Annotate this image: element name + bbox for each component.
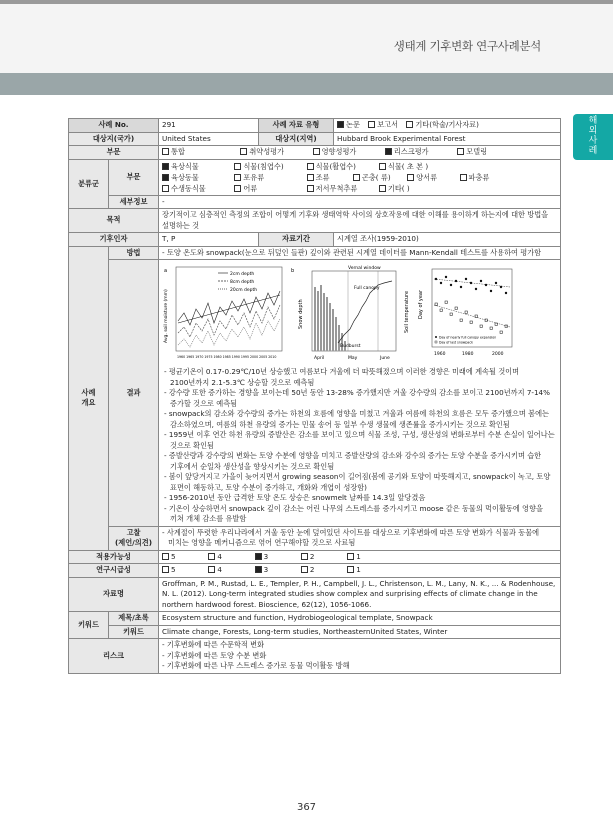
checkbox-checked-icon <box>385 148 392 155</box>
title-abstract-label: 제목/초록 <box>109 612 159 626</box>
part-label: 부문 <box>69 146 159 160</box>
summary-label <box>69 246 109 550</box>
checkbox-icon <box>406 121 413 128</box>
climate-value: T, P <box>159 233 259 247</box>
type-option-label: 보고서 <box>377 120 399 129</box>
rating-option[interactable] <box>255 552 293 563</box>
side-tab-char-1: 해 <box>588 116 598 127</box>
rating-label: 3 <box>263 551 269 561</box>
checkbox-icon <box>347 566 354 573</box>
checkbox-icon <box>457 148 464 155</box>
series-2cm <box>178 291 280 325</box>
checkbox-icon <box>379 163 386 170</box>
taxon-option-label: 식물(침엽수) <box>243 161 284 171</box>
rating-option[interactable] <box>347 552 361 563</box>
result-item: - 기온이 상승하면서 snowpack 깊이 감소는 어린 나무의 스트레스를 증가시키고 moose 같은 동물의 먹이활동에 영향을 끼쳐 개체 감소를 유발함 <box>164 503 543 523</box>
result-list <box>162 367 557 525</box>
part-option[interactable] <box>162 147 232 158</box>
case-no-value: 291 <box>159 119 259 133</box>
urgency-options <box>159 564 561 578</box>
rating-option[interactable] <box>208 565 246 576</box>
taxon-label: 분류군 <box>69 159 109 209</box>
rating-label: 5 <box>171 565 176 574</box>
checkbox-icon <box>368 121 375 128</box>
taxon-option[interactable] <box>162 183 226 194</box>
rating-option[interactable] <box>255 565 293 576</box>
checkbox-icon <box>353 174 360 181</box>
type-option[interactable] <box>337 120 360 131</box>
keyword-label: 키워드 <box>109 625 159 639</box>
checkbox-icon <box>307 185 314 192</box>
checkbox-icon <box>301 566 308 573</box>
checkbox-icon <box>208 553 215 560</box>
snowpack-points <box>435 301 507 333</box>
rating-label: 2 <box>309 551 315 561</box>
header-bar <box>0 73 613 95</box>
method-text: - 토양 온도와 snowpack(눈으로 뒤덮인 들판) 깊이와 관련된 시계열 데이터를 Mann-Kendall 테스트를 사용하여 평가함 <box>159 246 561 260</box>
panel-b-tag: b <box>291 268 295 274</box>
result-item: - snowpack의 감소와 강수량의 증가는 하천의 흐름에 영향을 미쳤고 겨울과 여름에 하천의 흐름은 모두 증가했으며 봄에는 감소하였으며, 여름의 하천 유량의 증가는 민물 송어 등 일부 수생 생물에 생존률을 증가시키는 것으로 확인됨 <box>164 409 549 429</box>
series-20cm <box>178 319 280 347</box>
legend-2cm: 2cm depth <box>230 272 255 277</box>
full-canopy-label: Full canopy <box>354 286 380 291</box>
taxon-option-label: 곤충( 류) <box>361 172 391 182</box>
section-side-tab[interactable] <box>573 114 613 160</box>
checkbox-icon <box>162 566 169 573</box>
canopy-trend <box>434 279 510 287</box>
rating-label: 1 <box>356 565 361 574</box>
page-number: 367 <box>296 802 317 813</box>
part-option[interactable] <box>313 147 377 158</box>
keyword-group-label: 키워드 <box>69 612 109 639</box>
rating-label: 2 <box>309 565 315 574</box>
taxon-option[interactable] <box>234 161 298 172</box>
detail-label: 세부정보 <box>109 195 159 209</box>
checkbox-icon <box>347 553 354 560</box>
panel-a-xticks: 1960 1965 1970 1975 1980 1985 1990 1995 2000 2005 2010 <box>177 355 277 359</box>
figure-group <box>162 261 557 367</box>
legend-20cm: 20cm depth <box>230 288 258 293</box>
method-label: 방법 <box>109 246 159 260</box>
soil-temperature-axis-label: Soil temperature <box>404 290 411 333</box>
site-label: 대상지(지역) <box>259 132 334 146</box>
checkbox-icon <box>307 174 314 181</box>
period-value: 시계열 조사(1959-2010) <box>334 233 561 247</box>
keyword-value: Climate change, Forests, Long-term studies, NortheasternUnited States, Winter <box>159 625 561 639</box>
legend-snowpack-marker <box>435 341 437 343</box>
type-option-label: 논문 <box>346 120 360 129</box>
checkbox-icon <box>407 174 414 181</box>
part-option-label: 취약성평가 <box>249 147 285 156</box>
rating-option[interactable] <box>301 552 339 563</box>
case-type-options <box>334 119 561 133</box>
purpose-value: 장기적이고 심층적인 측정의 조합이 어떻게 기후와 생태역학 사이의 상호작용에 대한 이해를 용이하게 하는지에 대한 방법을 설명하는 것 <box>159 209 561 233</box>
taxon-option-label: 육상식물 <box>171 161 199 171</box>
case-table <box>68 118 561 674</box>
type-option[interactable] <box>406 120 479 131</box>
risk-item: - 기후변화에 따른 나무 스트레스 증가로 동물 먹이활동 방해 <box>162 661 350 670</box>
taxon-option-label: 육상동물 <box>171 172 199 182</box>
checkbox-icon <box>460 174 467 181</box>
case-no-label: 사례 No. <box>69 119 159 133</box>
legend-canopy-marker <box>435 336 437 338</box>
snowpack-trend <box>434 305 510 327</box>
urgency-label: 연구시급성 <box>69 564 159 578</box>
page-header-title: 생태계 기후변화 연구사례분석 <box>393 39 541 53</box>
part-option[interactable] <box>240 147 304 158</box>
checkbox-icon <box>301 553 308 560</box>
rating-label: 4 <box>217 551 222 561</box>
checkbox-icon <box>162 553 169 560</box>
result-cell <box>159 260 561 527</box>
taxon-options <box>159 159 561 195</box>
taxon-option-label: 기타( ) <box>387 183 410 193</box>
taxon-option-label: 조류 <box>315 172 330 182</box>
taxon-option-label: 어류 <box>243 183 258 193</box>
taxon-option[interactable] <box>379 183 410 194</box>
detail-value: - <box>159 195 561 209</box>
result-item: - 봄이 앞당겨지고 가을이 늦어지면서 growing season이 길어짐(봄에 공기와 토양이 따뜻해지고, snowpack이 녹고, 토양 표면이 해동하고, 토양 수분이 증가하고, 개화와 개엽이 성장함) <box>164 472 551 492</box>
checkbox-icon <box>379 185 386 192</box>
risk-label: 리스크 <box>69 639 159 674</box>
rating-label: 1 <box>356 551 361 561</box>
applicability-label: 적용가능성 <box>69 550 159 564</box>
rating-label: 5 <box>171 551 176 561</box>
result-item: - 1959년 이후 연간 하천 유량의 증발산은 감소를 보이고 있으며 식물 조성, 구성, 생산성의 변화로부터 수분 손실이 일어나는 것으로 확인됨 <box>164 430 555 450</box>
type-option[interactable] <box>368 120 398 131</box>
xtick-june: June <box>380 356 390 361</box>
panel-a-legend <box>218 271 257 293</box>
canopy-points <box>435 276 507 294</box>
summary-label-1: 사례 <box>81 387 96 397</box>
reference-label: 자료명 <box>69 577 159 612</box>
discussion-label-1: 고찰 <box>126 527 141 537</box>
taxon-line-1 <box>162 161 557 172</box>
taxon-option[interactable] <box>162 161 226 172</box>
checkbox-icon <box>313 148 320 155</box>
discussion-text: - 사계절이 뚜렷한 우리나라에서 겨울 동안 눈에 덮여있던 사이트를 대상으로 기후변화에 따른 토양 변화가 식물과 동물에 미치는 영향을 메커니즘으로 엮어 연구해야할 것으로 사료됨 <box>159 526 561 550</box>
taxon-option[interactable] <box>234 172 298 183</box>
checkbox-checked-icon <box>337 121 344 128</box>
checkbox-checked-icon <box>162 163 169 170</box>
country-value: United States <box>159 132 259 146</box>
taxon-option[interactable] <box>307 183 371 194</box>
rating-label: 4 <box>217 565 222 574</box>
checkbox-icon <box>162 148 169 155</box>
snow-depth-axis-label: Snow depth <box>298 299 305 329</box>
result-item: - 평균기온이 0.17-0.29℃/10년 상승했고 여름보다 겨울에 더 따뜻해졌으며 이러한 경향은 미래에 계속될 것이며 2100년까지 2.1-5.3℃ 상승할 것으로 예측됨 <box>164 367 520 387</box>
type-option-label: 기타(학술/기사자료) <box>415 120 479 129</box>
part-option-label: 리스크평가 <box>393 147 429 156</box>
checkbox-icon <box>234 185 241 192</box>
discussion-label <box>109 526 159 550</box>
taxon-option[interactable] <box>162 172 226 183</box>
risk-item: - 기후변화에 따른 토양 수분 변화 <box>162 650 267 660</box>
taxon-option-label: 포유류 <box>243 172 265 182</box>
xtick-1980: 1980 <box>462 352 474 357</box>
period-label: 자료기간 <box>259 233 334 247</box>
part-option-label: 모델링 <box>466 147 488 156</box>
xtick-1960: 1960 <box>434 352 446 357</box>
checkbox-checked-icon <box>255 553 262 560</box>
header-strip <box>0 0 613 4</box>
taxon-option[interactable] <box>407 172 451 183</box>
taxon-option[interactable] <box>234 183 298 194</box>
legend-canopy: Day of nearly full canopy expansion <box>439 335 497 340</box>
panel-a-ylabel: Avg. soil moisture (mm) <box>164 289 170 343</box>
rating-option[interactable] <box>208 552 246 563</box>
discussion-label-2: (제언/의견) <box>115 538 152 547</box>
climate-label: 기후인자 <box>69 233 159 247</box>
rating-option[interactable] <box>162 552 200 563</box>
checkbox-icon <box>234 174 241 181</box>
snow-depth-bars <box>314 285 346 351</box>
risk-item: - 기후변화에 따른 수문학적 변화 <box>162 640 265 649</box>
taxon-option-label: 식물( 초 본 ) <box>387 161 429 171</box>
taxon-option-label: 양서류 <box>416 172 438 182</box>
day-of-year-axis-label: Day of year <box>418 289 425 319</box>
checkbox-icon <box>240 148 247 155</box>
part-option-label: 통합 <box>171 147 185 156</box>
part-option[interactable] <box>385 147 449 158</box>
checkbox-icon <box>208 566 215 573</box>
part-option-label: 영향성평가 <box>321 147 357 156</box>
checkbox-icon <box>234 163 241 170</box>
taxon-option[interactable] <box>307 161 371 172</box>
taxon-line-3 <box>162 183 557 194</box>
budburst-label: Budburst <box>340 344 361 349</box>
checkbox-checked-icon <box>162 174 169 181</box>
taxon-option-label: 수생동식물 <box>171 183 206 193</box>
reference-text: Groffman, P. M., Rustad, L. E., Templer, P. H., Campbell, J. L., Christenson, L. M., Lany, N. K., ... & Rodenhouse, N. L. (2012). Long-term integrated studies show complex and surprising effects of climate change in the northern hardwood forest. Bioscience, 62(12), 1056-1066. <box>159 577 561 612</box>
taxon-option-label: 저서무척추류 <box>315 183 358 193</box>
taxon-option[interactable] <box>379 161 428 172</box>
result-item: - 1956-2010년 동안 급격한 토양 온도 상승은 snowmelt 날짜를 14.3일 앞당겼음 <box>164 493 426 502</box>
rating-option[interactable] <box>301 565 339 576</box>
xtick-may: May <box>348 356 358 361</box>
side-tab-char-3: 사 <box>588 136 598 146</box>
taxon-option-label: 파충류 <box>468 172 490 182</box>
panel-a-tag: a <box>164 268 168 274</box>
checkbox-icon <box>307 163 314 170</box>
taxon-option[interactable] <box>460 172 490 183</box>
soil-moisture-chart <box>162 263 284 365</box>
part-option[interactable] <box>457 147 487 158</box>
series-8cm <box>178 305 280 337</box>
xtick-april: April <box>314 356 325 361</box>
day-of-year-chart <box>416 263 516 365</box>
rating-label: 3 <box>263 565 269 574</box>
result-item: - 증발산량과 강수량의 변화는 토양 수분에 영향을 미치고 증발산량의 감소와 강수의 증가는 토양 수분을 증가시키며 습한 기후에서 순일차 생산성을 향상시키는 것으로 확인됨 <box>164 451 542 471</box>
side-tab-char-4: 례 <box>588 145 598 156</box>
title-abstract-value: Ecosystem structure and function, Hydrobiogeological template, Snowpack <box>159 612 561 626</box>
result-item: - 강수량 또한 증가하는 경향을 보이는데 50년 동안 13-28% 증가했지만 겨울 강수량의 감소를 보이고 2100년까지 7-14% 증가할 것으로 예측됨 <box>164 388 550 408</box>
taxon-option-label: 식물(활엽수) <box>315 161 356 171</box>
xtick-2000: 2000 <box>492 352 504 357</box>
trend-line <box>178 295 280 323</box>
checkbox-checked-icon <box>255 566 262 573</box>
rating-option[interactable] <box>347 565 361 576</box>
legend-8cm: 8cm depth <box>230 280 255 285</box>
legend-snowpack: Day of last snowpack <box>439 340 473 345</box>
site-value: Hubbard Brook Experimental Forest <box>334 132 561 146</box>
risk-list <box>159 639 561 674</box>
side-tab-char-2: 외 <box>588 126 598 137</box>
snow-soil-temperature-chart <box>288 263 412 365</box>
applicability-options <box>159 550 561 564</box>
summary-label-2: 개요 <box>81 398 96 407</box>
taxon-option[interactable] <box>307 172 345 183</box>
vernal-window-label: Vernal window <box>348 266 381 271</box>
taxon-option[interactable] <box>353 172 399 183</box>
taxon-line-2 <box>162 172 557 183</box>
rating-option[interactable] <box>162 565 200 576</box>
country-label: 대상지(국가) <box>69 132 159 146</box>
result-label: 결과 <box>109 260 159 527</box>
part-options <box>159 146 561 160</box>
purpose-label: 목적 <box>69 209 159 233</box>
taxon-sub-label: 부문 <box>109 159 159 195</box>
checkbox-icon <box>162 185 169 192</box>
case-type-label: 사례 자료 유형 <box>259 119 334 133</box>
